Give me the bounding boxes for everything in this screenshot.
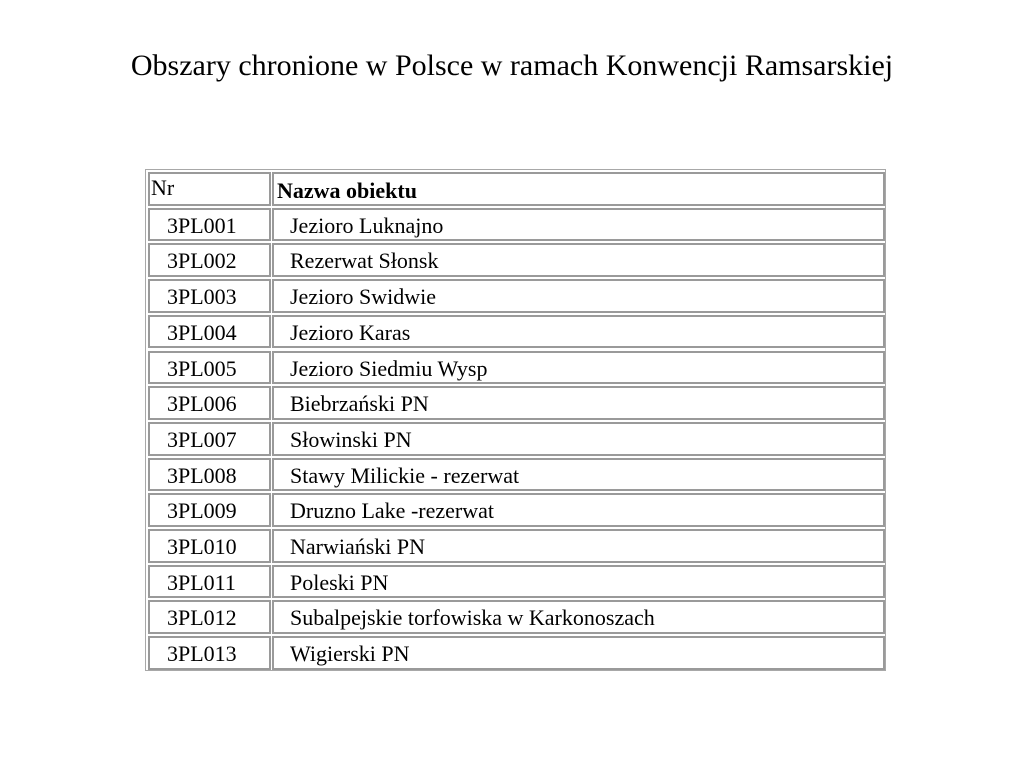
nr-cell: [148, 493, 271, 527]
table-row: [148, 314, 885, 350]
name-cell: [272, 458, 885, 492]
header-cell-nr: [148, 172, 271, 206]
name-text: Słowinski PN: [290, 426, 412, 452]
nr-text: 3PL005: [167, 355, 237, 381]
name-cell: [272, 636, 885, 670]
table-row: [148, 207, 885, 243]
nr-text: 3PL007: [167, 426, 237, 452]
name-cell: [272, 315, 885, 349]
nr-text: 3PL011: [167, 569, 236, 595]
name-text: Jezioro Siedmiu Wysp: [290, 355, 488, 381]
table-row: [148, 350, 885, 386]
name-cell: [272, 493, 885, 527]
header-label-nr: Nr: [151, 175, 175, 200]
name-cell: [272, 386, 885, 420]
nr-cell: [148, 315, 271, 349]
name-text: Jezioro Swidwie: [290, 284, 437, 310]
table-header-row: [148, 171, 885, 207]
name-text: Jezioro Luknajno: [290, 212, 444, 238]
nr-cell: [148, 351, 271, 385]
name-text: Wigierski PN: [290, 641, 410, 667]
name-text: Poleski PN: [290, 569, 389, 595]
ramsar-sites-table: [145, 169, 886, 671]
page-title: Obszary chronione w Polsce w ramach Konwencji Ramsarskiej: [130, 49, 894, 82]
name-cell: [272, 600, 885, 634]
nr-text: 3PL001: [167, 212, 237, 238]
name-text: Stawy Milickie - rezerwat: [290, 462, 520, 488]
header-label-name: Nazwa obiektu: [277, 178, 417, 203]
nr-text: 3PL013: [167, 641, 237, 667]
name-cell: [272, 208, 885, 242]
table-row: [148, 278, 885, 314]
name-text: Narwiański PN: [290, 534, 426, 559]
nr-cell: [148, 279, 271, 313]
nr-text: 3PL002: [167, 248, 237, 274]
table-row: [148, 599, 885, 635]
nr-cell: [148, 458, 271, 492]
name-cell: [272, 243, 885, 277]
nr-cell: [148, 636, 271, 670]
name-text: Biebrzański PN: [290, 391, 429, 417]
table-row: [148, 528, 885, 564]
table-row: [148, 457, 885, 493]
nr-text: 3PL004: [167, 319, 237, 345]
table-row: [148, 635, 885, 671]
nr-cell: [148, 386, 271, 420]
table-row: [148, 385, 885, 421]
name-text: Subalpejskie torfowiska w Karkonoszach: [290, 605, 655, 631]
nr-text: 3PL009: [167, 498, 237, 524]
nr-text: 3PL012: [167, 605, 237, 631]
name-cell: [272, 279, 885, 313]
header-cell-name: [272, 172, 885, 206]
nr-text: 3PL003: [167, 284, 237, 310]
nr-cell: [148, 422, 271, 456]
name-cell: [272, 529, 885, 563]
nr-text: 3PL008: [167, 462, 237, 488]
nr-cell: [148, 529, 271, 563]
name-cell: [272, 422, 885, 456]
nr-cell: [148, 243, 271, 277]
name-text: Rezerwat Słonsk: [290, 248, 439, 274]
table-row: [148, 421, 885, 457]
table-row: [148, 242, 885, 278]
name-text: Druzno Lake -rezerwat: [290, 498, 494, 524]
nr-text: 3PL006: [167, 391, 237, 417]
nr-cell: [148, 600, 271, 634]
table-row: [148, 492, 885, 528]
name-cell: [272, 565, 885, 599]
nr-cell: [148, 208, 271, 242]
nr-cell: [148, 565, 271, 599]
nr-text: 3PL010: [167, 534, 237, 559]
table-row: [148, 564, 885, 600]
name-text: Jezioro Karas: [290, 319, 411, 345]
name-cell: [272, 351, 885, 385]
